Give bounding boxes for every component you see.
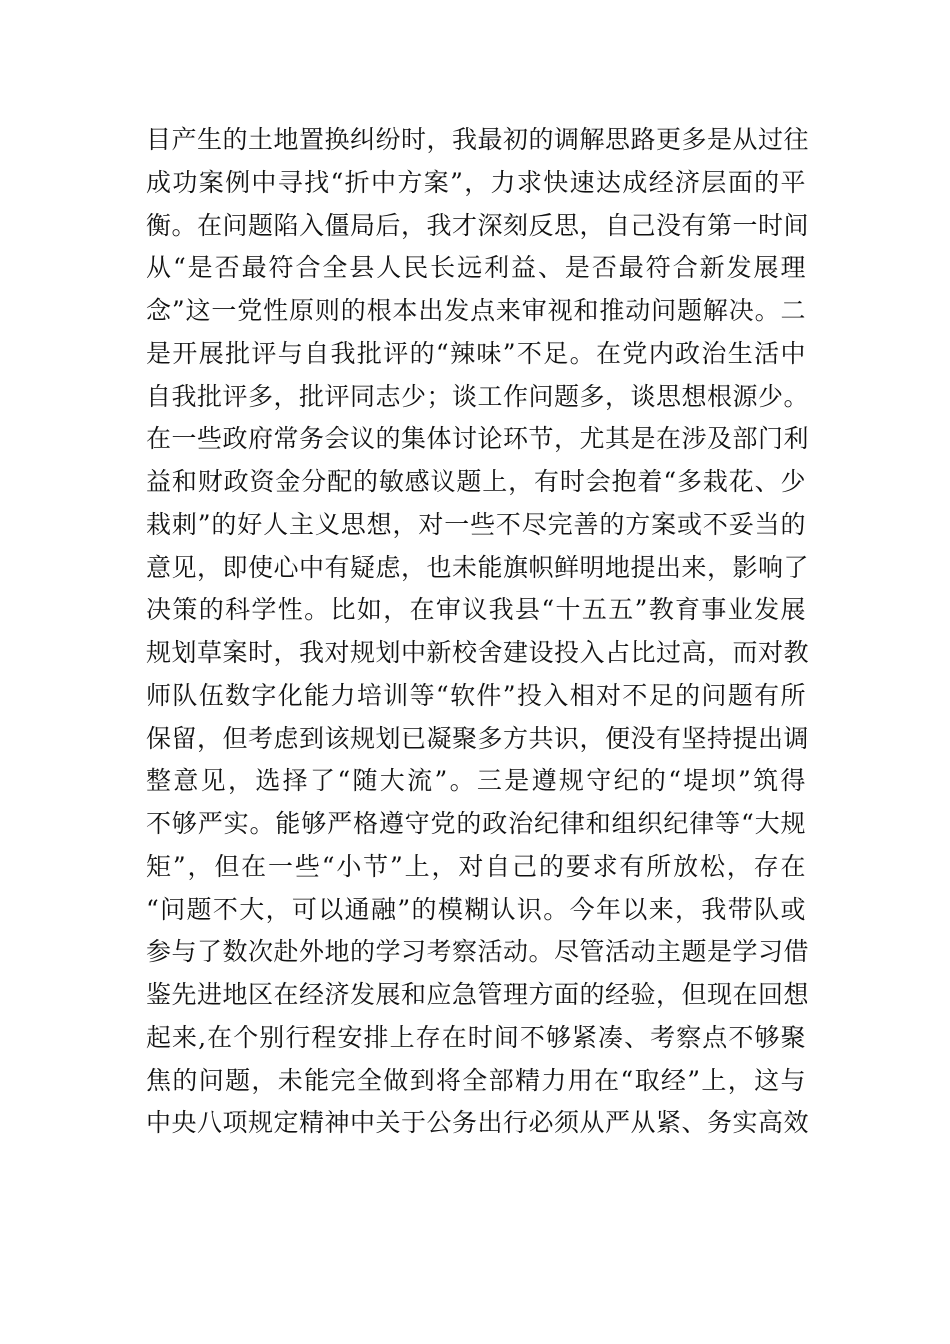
text-line: 栽刺”的好人主义思想，对一些不尽完善的方案或不妥当的: [146, 509, 806, 539]
text-line: 自我批评多，批评同志少；谈工作问题多，谈思想根源少。: [146, 381, 810, 411]
text-line: 师队伍数字化能力培训等“软件”投入相对不足的问题有所: [146, 680, 806, 710]
text-line: 益和财政资金分配的敏感议题上，有时会抱着“多栽花、少: [146, 467, 806, 496]
text-line: 念”这一党性原则的根本出发点来审视和推动问题解决。二: [146, 296, 806, 325]
text-line: 鉴先进地区在经济发展和应急管理方面的经验，但现在回想: [146, 980, 810, 1009]
text-line: 目产生的土地置换纠纷时，我最初的调解思路更多是从过往: [146, 125, 810, 154]
text-line: 意见，即使心中有疑虑，也未能旗帜鲜明地提出来，影响了: [146, 552, 810, 582]
text-line: 焦的问题，未能完全做到将全部精力用在“取经”上，这与: [146, 1065, 806, 1095]
text-line: “问题不大，可以通融”的模糊认识。今年以来，我带队或: [146, 894, 806, 924]
text-line: 起来,在个别行程安排上存在时间不够紧凑、考察点不够聚: [146, 1022, 806, 1052]
text-line: 从“是否最符合全县人民长远利益、是否最符合新发展理: [146, 253, 806, 283]
body-text: [146, 119, 810, 1145]
text-line: 成功案例中寻找“折中方案”，力求快速达成经济层面的平: [146, 167, 806, 197]
text-line: 不够严实。能够严格遵守党的政治纪律和组织纪律等“大规: [146, 809, 806, 838]
text-line: 中央八项规定精神中关于公务出行必须从严从紧、务实高效: [146, 1108, 810, 1138]
text-line: 是开展批评与自我批评的“辣味”不足。在党内政治生活中: [146, 338, 806, 368]
text-line: 规划草案时，我对规划中新校舍建设投入占比过高，而对教: [146, 638, 810, 667]
text-line: 衡。在问题陷入僵局后，我才深刻反思，自己没有第一时间: [146, 210, 810, 240]
text-line: 在一些政府常务会议的集体讨论环节，尤其是在涉及部门利: [146, 424, 810, 454]
text-line: 整意见，选择了“随大流”。三是遵规守纪的“堤坝”筑得: [146, 766, 806, 796]
text-line: 参与了数次赴外地的学习考察活动。尽管活动主题是学习借: [146, 937, 810, 967]
text-line: 保留，但考虑到该规划已凝聚多方共识，便没有坚持提出调: [146, 723, 810, 753]
text-line: 矩”，但在一些“小节”上，对自己的要求有所放松，存在: [146, 851, 806, 881]
text-line: 决策的科学性。比如，在审议我县“十五五”教育事业发展: [146, 595, 806, 625]
